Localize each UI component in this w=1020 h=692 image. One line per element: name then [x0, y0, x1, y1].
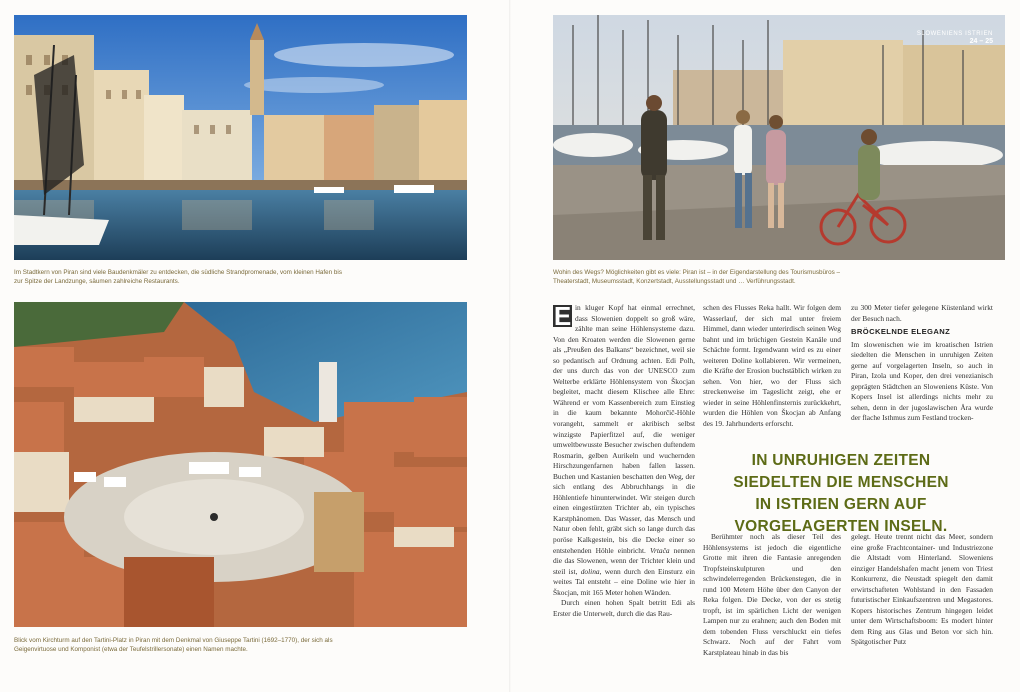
drop-cap: E [553, 303, 572, 331]
section-tag: SLOWENIENS ISTRIEN [916, 31, 993, 37]
article-paragraph: Durch einen hohen Spalt betritt Edi als Erster die Unterwelt, durch die das Rau- [553, 598, 695, 618]
subheading: BRÖCKELNDE ELEGANZ [851, 327, 951, 337]
photo-tartini-square [14, 302, 467, 627]
article-paragraph: gelegt. Heute trennt nicht das Meer, sondern eine große Frachtcontainer- und Industriezone die Altstadt vom Hinterland. Sloweniens einziger Handelshafen macht jenem von Triest Konkurrenz, die Neustadt spiegelt den damit erwirtschafteten Wohlstand in den Fassaden futuristischer Einkaufszentren und Megastores. Kopers historisches Zentrum hingegen leidet unter dem Wirtschaftsboom: Es modert hinter dem Ring aus Glas und Beton vor sich hin. Spätgotischer Putz [851, 532, 993, 647]
article-paragraph: Berühmter noch als dieser Teil des Höhlensystems ist jedoch die eigentliche Grotte mit ihren die Fantasie anregenden Tropfsteinskulpturen und den schwindelerregenden Brückenstegen, die in rund 100 Metern Höhe über den Canyon der Reka folgen. Die Decke, von der es stetig tropft, ist im spärlichen Licht der wenigen Lampen nur zu erahnen; auch den Boden mit dem tobenden Fluss verschluckt ein tiefes Schwarz. Noch auf der Fahrt vom Karstplateau hinab in das bis [703, 532, 841, 658]
page-gutter [509, 0, 511, 692]
page-numbers: 24 – 25 [969, 38, 993, 45]
article-paragraph: schen des Flusses Reka hallt. Wir folgen dem Wasserlauf, der sich mal unter freiem Himmel, dann wieder unterirdisch seinen Weg bahnt und im brüchigen Gestein Kanäle und Schächte formt. Irgendwann wird es zu einer weiteren Doline kollabieren. Wir vermeinen, die Kräfte der Erosion buchstäblich wirken zu sehen. Von hier, wo der Fluss sich streckenweise im Tageslicht zeigt, ehe er wieder in seine Höhlenfinsternis zurückkehrt, wurden die Höhlen von Škocjan ab Anfang des 19. Jahrhunderts erforscht. [703, 303, 841, 429]
article-column-3-top [851, 303, 993, 443]
article-column-2-bottom [703, 532, 841, 684]
photo-piran-promenade [553, 15, 1005, 260]
article-paragraph: zu 300 Meter tiefer gelegene Küstenland wirkt der Besuch nach. [851, 303, 993, 323]
pull-quote: IN UNRUHIGEN ZEITEN SIEDELTEN DIE MENSCHEN IN ISTRIEN GERN AUF VORGELAGERTEN INSELN. [733, 452, 949, 535]
article-column-1 [553, 303, 695, 683]
article-paragraph: Im slowenischen wie im kroatischen Istrien siedelten die Menschen in unruhigen Zeiten gerne auf vorgelagerten Inseln, so auch in Piran, Izola und Koper, den drei venezianisch geprägten Städtchen an Sloweniens Küste. Von Kopers Insel ist allerdings nichts mehr zu sehen, denn in der jugoslawischen Ära wurde der flache Isthmus zum Festland trocken- [851, 339, 993, 423]
caption-tartini: Blick vom Kirchturm auf den Tartini-Platz in Piran mit dem Denkmal von Giuseppe Tartini (1692–1770), der sich als Geigenvirtuose und Komponist (etwa der Teufelstrillersonate) einen Namen machte. [14, 637, 333, 653]
caption-harbour: Im Stadtkern von Piran sind viele Baudenkmäler zu entdecken, die südliche Strandpromenade, vom kleinen Hafen bis zur Spitze der Landzunge, säumen zahlreiche Restaurants. [14, 269, 342, 285]
article-column-2-top [703, 303, 841, 443]
photo-piran-harbour [14, 15, 467, 260]
caption-promenade: Wohin des Wegs? Möglichkeiten gibt es viele: Piran ist – in der Eigendarstellung des Tourismusbüros – Theaterstadt, Museumsstadt, Konzertstadt, Ausstellungsstadt und … Verführungsstadt. [553, 269, 841, 285]
article-intro: E in kluger Kopf hat einmal errechnet, dass Slowenien doppelt so groß wäre, zählte man seine Höhlensysteme dazu. Von den Kroaten werden die Slowenen gerne als „Preußen des Balkans“ bezeichnet, weil sie so pedantisch auf Ordnung achten. Edi Polh, der uns durch das von der UNESCO zum Welterbe erklärte Höhlensystem von Škocjan begleitet, macht diesem Klischee alle Ehre: Während er vom Kassenbereich zum Einstieg in die kaum bekannte Mohorčič-Höhle vorangeht, sammelt er akribisch selbst winzigste Papierfitzel auf, die weniger umweltbewusste Besucher zwischen duftendem Rosmarin, gelben Aurikeln und wuchernden Hirschzungenfarnen haben fallen lassen. Buchen und Kastanien beschatten den Weg, der sich entlang des Abbruchhangs in die Höhlentiefe hinunterwindet. Wir steigen durch einen eingestürzten Trichter ab, ein typisches Karstphänomen. Das Wasser, das Mensch und Natur oben fehlt, gräbt sich so lange durch das poröse Kalkgestein, bis die Decke einer so entstehenden Höhle einbricht. Vrtača nennen die das Slowenen, wenn der Trichter klein und steil ist, dolina, wenn durch den Einsturz ein weites Tal entsteht – eine Doline wie hier in Škocjan, mit 165 Meter hohen Wänden. [553, 303, 695, 597]
article-column-3-bottom [851, 532, 993, 684]
